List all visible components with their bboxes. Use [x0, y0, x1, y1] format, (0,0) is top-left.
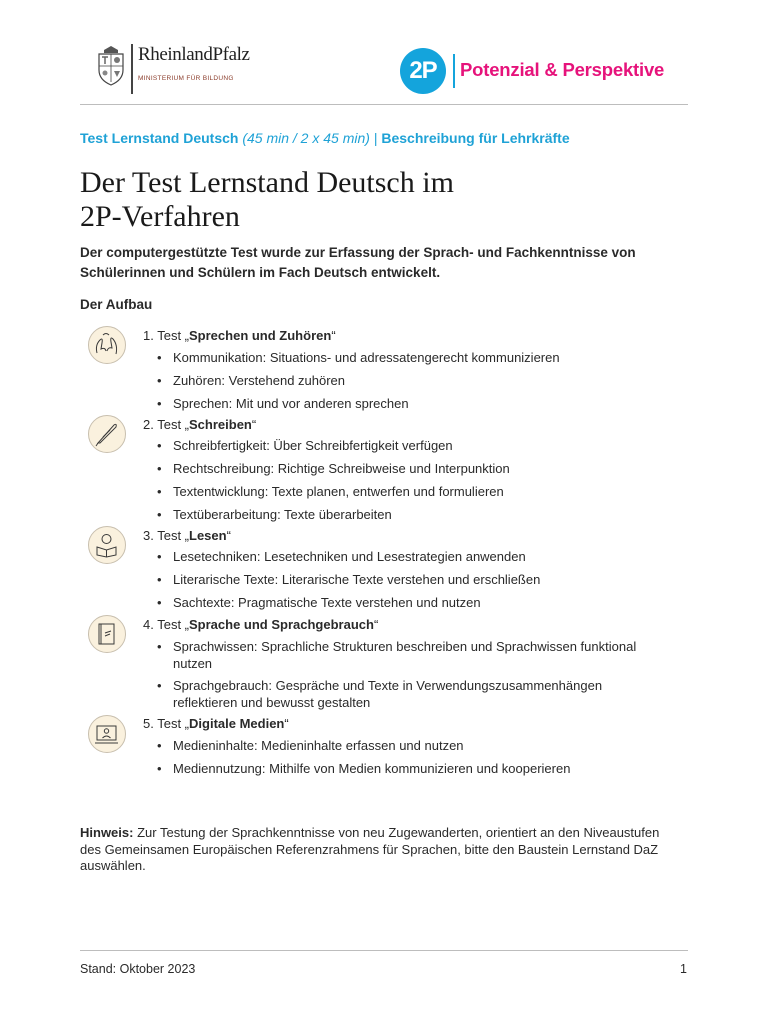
- header-rule: [80, 104, 688, 105]
- subheading-separator: |: [373, 130, 378, 146]
- feather-pen-icon: [88, 415, 126, 453]
- rlp-logo: [94, 42, 294, 98]
- speaking-listening-icon: [88, 326, 126, 364]
- logo-divider: [131, 44, 133, 94]
- reading-person-icon: [88, 526, 126, 564]
- test-name: Test Lernstand Deutsch: [80, 130, 239, 146]
- page-title: [80, 166, 640, 234]
- test-5-title: 5. Test „Digitale Medien“: [143, 716, 289, 731]
- test-1-title: 1. Test „Sprechen und Zuhören“: [143, 328, 336, 343]
- hint-paragraph: [80, 825, 680, 875]
- test-2-title: 2. Test „Schreiben“: [143, 417, 257, 432]
- intro-paragraph: Der computergestützte Test wurde zur Erfassung der Sprach- und Fachkenntnisse von Schülerinnen und Schülern im Fach Deutsch entwickelt.: [80, 245, 636, 280]
- page-number: 1: [680, 962, 687, 976]
- title-line-2: 2P-Verfahren: [80, 200, 240, 233]
- rlp-wordmark: RheinlandPfalz: [138, 44, 250, 65]
- test-4-title: 4. Test „Sprache und Sprachgebrauch“: [143, 617, 379, 632]
- ministry-name: MINISTERIUM FÜR BILDUNG: [138, 75, 234, 82]
- hint-label: Hinweis:: [80, 825, 134, 840]
- audience-label: Beschreibung für Lehrkräfte: [381, 130, 570, 146]
- document-subheading: [80, 130, 570, 146]
- brand-wordmark: Potenzial & Perspektive: [460, 59, 665, 80]
- test-3-title: 3. Test „Lesen“: [143, 528, 231, 543]
- footer-rule: [80, 950, 688, 951]
- test-duration: (45 min / 2 x 45 min): [242, 130, 370, 146]
- brand-badge: 2P: [400, 48, 446, 94]
- brand-2p-logo: [400, 48, 680, 94]
- footer-date: Stand: Oktober 2023: [80, 962, 196, 976]
- coat-of-arms-icon: [94, 44, 128, 86]
- title-line-1: Der Test Lernstand Deutsch im: [80, 166, 454, 199]
- section-heading: Der Aufbau: [80, 297, 153, 312]
- brand-divider: [453, 54, 455, 88]
- hint-text: Zur Testung der Sprachkenntnisse von neu Zugewanderten, orientiert an den Niveaustufen des Gemeinsamen Europäischen Referenzrahmens für Sprachen, bitte den Baustein Lernstand DaZ auswählen.: [80, 825, 660, 873]
- computer-screen-icon: [88, 715, 126, 753]
- book-icon: [88, 615, 126, 653]
